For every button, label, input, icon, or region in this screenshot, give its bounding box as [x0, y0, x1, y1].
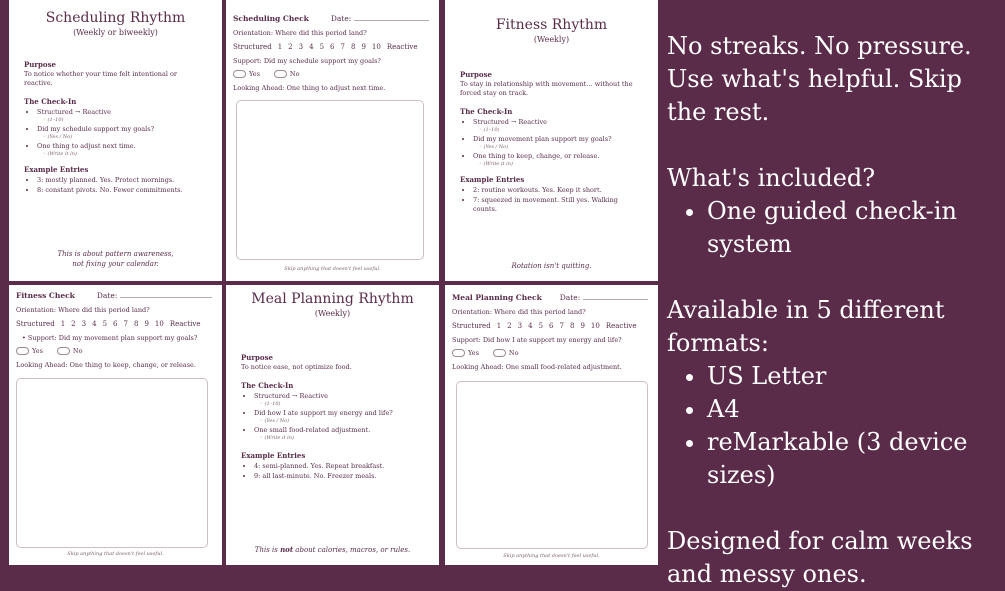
date-label: Date: [559, 293, 581, 302]
examples-heading: Example Entries [241, 450, 306, 460]
list-item: • One thing to adjust next time. ◦ (Write it in) [37, 142, 207, 158]
list-item: • reMarkable (3 device sizes) [707, 426, 1005, 492]
rating-scale [233, 43, 439, 51]
closing-note: This is not about calories, macros, or rules. [254, 545, 411, 554]
description-panel [667, 30, 1005, 591]
support-prompt: Support: Did my schedule support my goals? [233, 57, 381, 65]
scale-number[interactable]: 1 [496, 322, 502, 330]
scale-number[interactable]: 9 [580, 322, 585, 330]
rating-scale [452, 322, 658, 330]
scale-number[interactable]: 10 [371, 43, 381, 51]
included-heading: What's included? [667, 164, 876, 192]
orientation-prompt: Orientation: Where did this period land? [16, 306, 150, 314]
page-subtitle: (Weekly or biweekly) [73, 28, 158, 37]
list-item: • A4 [707, 393, 1005, 426]
examples-list [460, 186, 643, 214]
writing-box[interactable] [236, 100, 424, 260]
list-item: • Structured → Reactive ◦ (1–10) [37, 108, 207, 124]
fitness-check-page [9, 285, 222, 565]
date-field[interactable] [354, 12, 429, 21]
check-title: Scheduling Check [233, 14, 309, 23]
scale-number[interactable]: 1 [277, 43, 283, 51]
scale-number[interactable]: 6 [113, 320, 118, 328]
scale-number[interactable]: 2 [507, 322, 512, 330]
meal-planning-check-page [445, 285, 658, 565]
writing-box[interactable] [456, 381, 648, 549]
checkbox-icon [452, 349, 465, 357]
date-field[interactable] [120, 289, 212, 298]
scale-number[interactable]: 4 [92, 320, 97, 328]
closing-note: Rotation isn't quitting. [511, 262, 592, 270]
list-item: • 2: routine workouts. Yes. Keep it short. [473, 186, 643, 195]
scale-number[interactable]: 7 [559, 322, 564, 330]
included-list [667, 195, 1005, 261]
fitness-rhythm-page [445, 0, 658, 281]
support-prompt: Support: Did how I ate support my energy and life? [452, 336, 622, 344]
checkin-list [24, 108, 207, 158]
scale-number[interactable]: 5 [319, 43, 325, 51]
scale-number[interactable]: 10 [590, 322, 600, 330]
purpose-text: To notice ease, not optimize food. [241, 362, 352, 371]
scale-number[interactable]: 2 [71, 320, 76, 328]
writing-box[interactable] [16, 378, 208, 548]
no-option[interactable]: No [57, 347, 83, 355]
scale-number[interactable]: 4 [309, 43, 314, 51]
list-item: • Did my movement plan support my goals? ◦ (Yes / No) [473, 135, 643, 151]
tagline: No streaks. No pressure. [667, 32, 972, 60]
page-title: Fitness Rhythm [495, 17, 608, 33]
list-item: • 4: semi-planned. Yes. Repeat breakfast. [254, 462, 424, 471]
looking-ahead-prompt: Looking Ahead: One small food-related adjustment. [452, 363, 622, 371]
date-field[interactable] [583, 291, 648, 300]
yes-option[interactable]: Yes [233, 70, 260, 78]
list-item: • 7: squeezed in movement. Still yes. Walking counts. [473, 196, 643, 214]
scale-number[interactable]: 9 [144, 320, 149, 328]
scale-number[interactable]: 3 [298, 43, 304, 51]
purpose-heading: Purpose [460, 70, 492, 79]
scale-number[interactable]: 6 [330, 43, 335, 51]
list-item: • Structured → Reactive ◦ (1–10) [254, 392, 424, 408]
date-label: Date: [330, 14, 352, 23]
list-item: • Structured → Reactive ◦ (1–10) [473, 118, 643, 134]
closing-note: This is about pattern awareness, not fixing your calendar. [57, 250, 174, 269]
examples-heading: Example Entries [460, 175, 525, 185]
examples-heading: Example Entries [24, 165, 89, 175]
purpose-text: To notice whether your time felt intentional or reactive. [24, 69, 178, 87]
checkin-list [241, 392, 424, 442]
checkbox-icon [493, 349, 506, 357]
scale-number[interactable]: 8 [133, 320, 139, 328]
scale-number[interactable]: 2 [288, 43, 293, 51]
list-item: • US Letter [707, 360, 1005, 393]
purpose-text: To stay in relationship with movement… without the forced stay on track. [460, 79, 633, 97]
formats-list [667, 360, 1005, 492]
scheduling-rhythm-page [9, 0, 222, 281]
list-item: • One thing to keep, change, or release. ◦ (Write it in) [473, 152, 643, 168]
checkin-heading: The Check-In [460, 106, 513, 116]
checkbox-icon [57, 347, 70, 355]
scale-number[interactable]: 7 [340, 43, 345, 51]
footer-note: Skip anything that doesn't feel useful. [503, 553, 600, 559]
purpose-heading: Purpose [241, 353, 273, 362]
checkbox-icon [16, 347, 29, 355]
scale-right-label: Reactive [169, 320, 201, 328]
meal-planning-rhythm-page [226, 285, 439, 565]
check-title: Fitness Check [16, 291, 75, 300]
examples-list [241, 462, 424, 481]
page-title: Scheduling Rhythm [45, 10, 186, 26]
examples-list [24, 176, 207, 195]
rating-scale [16, 320, 222, 328]
list-item: • 3: mostly planned. Yes. Protect mornings. [37, 176, 207, 185]
scale-number[interactable]: 3 [81, 320, 87, 328]
list-item: • 8: constant pivots. No. Fewer commitments. [37, 186, 207, 195]
scale-left-label: Structured [16, 320, 55, 328]
scale-right-label: Reactive [605, 322, 637, 330]
closing-statement: Designed for calm weeks and messy ones. [667, 527, 973, 588]
scale-number[interactable]: 8 [569, 322, 575, 330]
scale-number[interactable]: 1 [60, 320, 66, 328]
checkbox-icon [274, 70, 287, 78]
checkin-list [460, 118, 643, 168]
footer-note: Skip anything that doesn't feel useful. [67, 551, 164, 557]
list-item: • 9: all last-minute. No. Freezer meals. [254, 472, 424, 481]
scale-number[interactable]: 5 [102, 320, 108, 328]
no-option[interactable]: No [274, 70, 300, 78]
page-subtitle: (Weekly) [314, 309, 351, 318]
scale-number[interactable]: 8 [350, 43, 356, 51]
list-item: • Did how I ate support my energy and life? ◦ (Yes / No) [254, 409, 424, 425]
scheduling-check-page [226, 0, 439, 281]
checkin-heading: The Check-In [241, 380, 294, 390]
yes-option[interactable]: Yes [452, 349, 479, 357]
purpose-heading: Purpose [24, 60, 56, 69]
check-title: Meal Planning Check [452, 293, 542, 302]
scale-number[interactable]: 6 [549, 322, 554, 330]
page-subtitle: (Weekly) [533, 35, 570, 44]
scale-number[interactable]: 9 [361, 43, 366, 51]
footer-note: Skip anything that doesn't feel useful. [284, 266, 381, 272]
looking-ahead-prompt: Looking Ahead: One thing to keep, change, or release. [16, 361, 196, 369]
support-prompt: • Support: Did my movement plan support my goals? [22, 334, 198, 342]
no-option[interactable]: No [493, 349, 519, 357]
looking-ahead-prompt: Looking Ahead: One thing to adjust next time. [233, 84, 386, 92]
scale-number[interactable]: 5 [538, 322, 544, 330]
page-title: Meal Planning Rhythm [251, 291, 414, 307]
scale-left-label: Structured [452, 322, 491, 330]
date-label: Date: [96, 291, 118, 300]
scale-number[interactable]: 3 [517, 322, 523, 330]
scale-left-label: Structured [233, 43, 272, 51]
list-item: • One guided check-in system [707, 195, 1005, 261]
scale-number[interactable]: 10 [154, 320, 164, 328]
checkbox-icon [233, 70, 246, 78]
tagline-2: Use what's helpful. Skip the rest. [667, 65, 962, 126]
scale-number[interactable]: 7 [123, 320, 128, 328]
scale-right-label: Reactive [386, 43, 418, 51]
formats-heading: Available in 5 different formats: [667, 296, 945, 357]
orientation-prompt: Orientation: Where did this period land? [452, 308, 586, 316]
scale-number[interactable]: 4 [528, 322, 533, 330]
checkin-heading: The Check-In [24, 96, 77, 106]
list-item: • Did my schedule support my goals? ◦ (Yes / No) [37, 125, 207, 141]
orientation-prompt: Orientation: Where did this period land? [233, 29, 367, 37]
yes-option[interactable]: Yes [16, 347, 43, 355]
list-item: • One small food-related adjustment. ◦ (Write it in) [254, 426, 424, 442]
